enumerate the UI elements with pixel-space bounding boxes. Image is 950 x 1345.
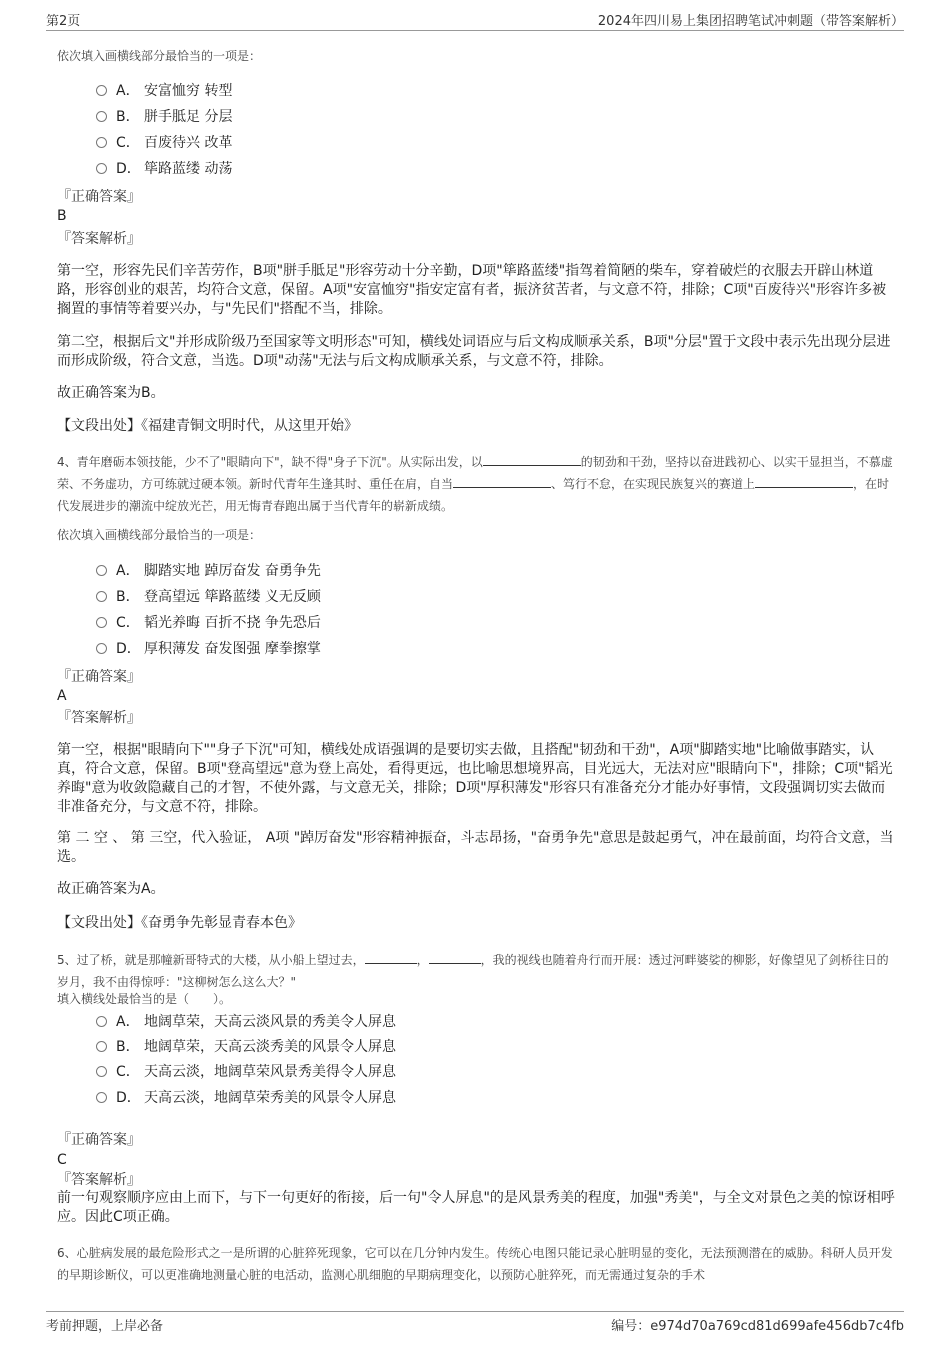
- q4-conclusion: 故正确答案为A。: [57, 881, 165, 897]
- document-title: 2024年四川易上集团招聘笔试冲刺题（带答案解析）: [597, 14, 904, 29]
- q3-answer-label: 『正确答案』: [57, 189, 141, 205]
- document-id: 编号：e974d70a769cd81d699afe456db7c4fb: [611, 1319, 904, 1334]
- q3-source: 【文段出处】《福建青铜文明时代，从这里开始》: [57, 418, 358, 434]
- q6-stem: 6、心脏病发展的最危险形式之一是所谓的心脏猝死现象，它可以在几分钟内发生。传统心电图只能记录心脏明显的变化，无法预测潜在的威胁。科研人员开发的早期诊断仪，可以更准确地测量心脏的电活动，监测心肌细胞的早期病理变化，以预防心脏猝死，而无需通过复杂的手术: [57, 1246, 893, 1282]
- radio-icon[interactable]: [96, 1066, 107, 1077]
- q3-option-c[interactable]: C． 百废待兴 改革: [96, 133, 232, 153]
- q5-option-b[interactable]: B． 地阔草荣，天高云淡秀美的风景令人屏息: [96, 1037, 396, 1057]
- radio-icon[interactable]: [96, 1041, 107, 1052]
- q3-analysis-label: 『答案解析』: [57, 231, 141, 247]
- q4-analysis-paragraph-1: 第一空，根据"眼睛向下""身子下沉"可知，横线处成语强调的是要切实去做，且搭配"韧劲和干劲"，A项"脚踏实地"比喻做事踏实，认真，符合文意，保留。B项"登高望远"意为登上高处，看得更远，也比喻思想境界高，目光远大，无法对应"眼睛向下"，排除；C项"韬光养晦"意为收敛隐藏自己的才智，不使外露，与文意无关，排除；D项"厚积薄发"形容只有准备充分才能办好事情，文段强调切实去做而非准备充分，与文意不符，排除。: [57, 742, 893, 815]
- q4-source: 【文段出处】《奋勇争先彰显青春本色》: [57, 915, 302, 931]
- page-footer: [46, 1311, 904, 1338]
- q4-answer-label: 『正确答案』: [57, 669, 141, 685]
- page-header: [46, 8, 904, 31]
- radio-icon[interactable]: [96, 163, 107, 174]
- radio-icon[interactable]: [96, 85, 107, 96]
- q5-analysis: 前一句观察顺序应由上而下，与下一句更好的衔接，后一句"令人屏息"的是风景秀美的程度，加强"秀美"，与全文对景色之美的惊讶相呼应。因此C项正确。: [57, 1190, 895, 1225]
- answer-blank: [453, 474, 551, 488]
- q4-option-a[interactable]: A． 脚踏实地 踔厉奋发 奋勇争先: [96, 561, 321, 581]
- q3-prompt: 依次填入画横线部分最恰当的一项是：: [57, 49, 262, 63]
- footer-slogan: 考前押题，上岸必备: [46, 1319, 164, 1334]
- q5-option-c[interactable]: C． 天高云淡，地阔草荣风景秀美得令人屏息: [96, 1062, 396, 1082]
- answer-blank: [483, 452, 581, 466]
- q5-stem: 5、过了桥，就是那幢新哥特式的大楼，从小船上望过去， ， ，我的视线也随着舟行而开展：透过河畔婆娑的柳影，好像望见了剑桥往日的岁月，我不由得惊呼："这柳树怎么这么大？": [57, 949, 895, 993]
- page-number: 第2页: [46, 14, 81, 29]
- q5-option-d[interactable]: D． 天高云淡，地阔草荣秀美的风景令人屏息: [96, 1088, 396, 1108]
- q3-analysis-paragraph-2: 第二空，根据后文"并形成阶级乃至国家等文明形态"可知，横线处词语应与后文构成顺承关系，B项"分层"置于文段中表示先出现分层进而形成阶级，符合文意，当选。D项"动荡"无法与后文构成顺承关系，与文意不符，排除。: [57, 334, 891, 369]
- radio-icon[interactable]: [96, 643, 107, 654]
- radio-icon[interactable]: [96, 1016, 107, 1027]
- q4-answer: A: [57, 688, 67, 704]
- answer-blank: [755, 474, 853, 488]
- radio-icon[interactable]: [96, 1092, 107, 1103]
- q3-option-b[interactable]: B． 胼手胝足 分层: [96, 107, 232, 127]
- q4-option-d[interactable]: D． 厚积薄发 奋发图强 摩拳擦掌: [96, 639, 321, 659]
- q4-option-b[interactable]: B． 登高望远 筚路蓝缕 义无反顾: [96, 587, 321, 607]
- q5-answer-label: 『正确答案』: [57, 1132, 141, 1148]
- q4-option-c[interactable]: C． 韬光养晦 百折不挠 争先恐后: [96, 613, 321, 633]
- radio-icon[interactable]: [96, 111, 107, 122]
- q3-conclusion: 故正确答案为B。: [57, 385, 165, 401]
- q3-answer: B: [57, 208, 67, 224]
- radio-icon[interactable]: [96, 565, 107, 576]
- answer-blank: [365, 950, 417, 964]
- radio-icon[interactable]: [96, 617, 107, 628]
- radio-icon[interactable]: [96, 591, 107, 602]
- q5-option-a[interactable]: A． 地阔草荣，天高云淡风景的秀美令人屏息: [96, 1012, 396, 1032]
- q4-analysis-paragraph-2: 第 二 空 、 第 三空，代入验证， A项 "踔厉奋发"形容精神振奋，斗志昂扬，"奋勇争先"意思是鼓起勇气，冲在最前面，均符合文意，当选。: [57, 830, 894, 865]
- q3-analysis-paragraph-1: 第一空，形容先民们辛苦劳作，B项"胼手胝足"形容劳动十分辛勤，D项"筚路蓝缕"指驾着简陋的柴车，穿着破烂的衣服去开辟山林道路，形容创业的艰苦，均符合文意，保留。A项"安富恤穷"指安定富有者，振济贫苦者，与文意不符，排除；C项"百废待兴"形容许多被搁置的事情等着要兴办，与"先民们"搭配不当，排除。: [57, 263, 887, 317]
- q4-analysis-label: 『答案解析』: [57, 710, 141, 726]
- q4-stem: 4、青年磨砺本领技能，少不了"眼睛向下"，缺不得"身子下沉"。从实际出发，以 的韧劲和干劲，坚持以奋进践初心、以实干显担当，不慕虚荣、不务虚功，方可练就过硬本领。新时代青年生逢其时、重任在肩，自当 、笃行不怠，在实现民族复兴的赛道上 ，在时代发展进步的潮流中绽放光芒，用无悔青春跑出属于当代青年的崭新成绩。: [57, 451, 895, 517]
- q3-option-a[interactable]: A． 安富恤穷 转型: [96, 81, 232, 101]
- q5-prompt: 填入横线处最恰当的是（ ）。: [57, 992, 232, 1006]
- q3-option-d[interactable]: D． 筚路蓝缕 动荡: [96, 159, 232, 179]
- q5-answer: C: [57, 1152, 67, 1168]
- radio-icon[interactable]: [96, 137, 107, 148]
- answer-blank: [429, 950, 481, 964]
- q4-prompt: 依次填入画横线部分最恰当的一项是：: [57, 528, 262, 542]
- q5-analysis-label: 『答案解析』: [57, 1172, 141, 1188]
